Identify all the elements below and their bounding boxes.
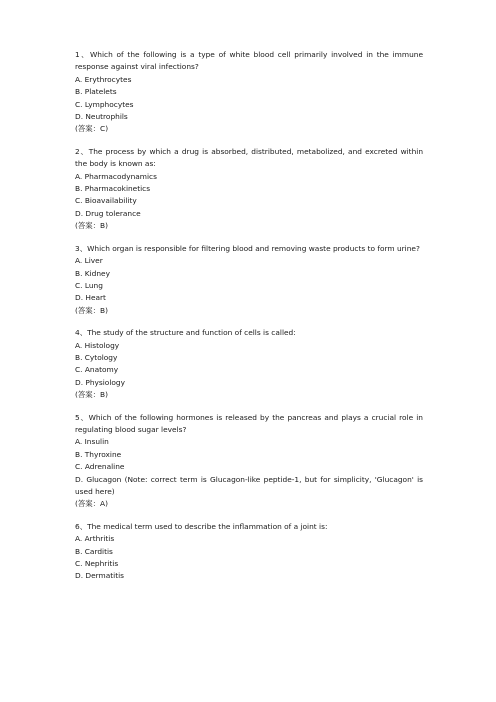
option-c: C. Nephritis (75, 559, 119, 569)
question-text: 4、The study of the structure and function of cells is called: (75, 328, 296, 338)
question-1 (75, 49, 423, 136)
option-c: C. Bioavailability (75, 196, 137, 206)
option-b: B. Carditis (75, 546, 113, 556)
option-c: C. Lung (75, 280, 103, 290)
option-c: C. Adrenaline (75, 462, 125, 472)
option-a: A. Insulin (75, 437, 109, 447)
option-b: B. Thyroxine (75, 449, 122, 459)
option-c: C. Anatomy (75, 365, 119, 375)
option-a: A. Histology (75, 340, 120, 350)
question-4 (75, 327, 423, 401)
option-b: B. Platelets (75, 87, 117, 97)
option-b: B. Cytology (75, 352, 118, 362)
answer-line: (答案：B) (75, 221, 109, 231)
option-c: C. Lymphocytes (75, 99, 134, 109)
question-6 (75, 521, 423, 583)
option-b: B. Kidney (75, 268, 110, 278)
question-text: 3、Which organ is responsible for filtering blood and removing waste products to form urine? (75, 243, 420, 253)
answer-line: (答案：C) (75, 124, 109, 134)
option-d: D. Drug tolerance (75, 208, 141, 218)
option-a: A. Arthritis (75, 534, 115, 544)
option-a: A. Liver (75, 256, 103, 266)
question-5 (75, 412, 423, 511)
answer-line: (答案：B) (75, 305, 109, 315)
option-d: D. Heart (75, 293, 106, 303)
option-a: A. Pharmacodynamics (75, 171, 157, 181)
question-2 (75, 146, 423, 233)
question-text: 6、The medical term used to describe the inflammation of a joint is: (75, 521, 328, 531)
question-text: 1、Which of the following is a type of white blood cell primarily involved in the immune response against viral infections? (75, 50, 423, 72)
answer-line: (答案：B) (75, 390, 109, 400)
option-d: D. Glucagon (Note: correct term is Glucagon-like peptide-1, but for simplicity, 'Glucagon' is used here) (75, 474, 423, 496)
option-d: D. Neutrophils (75, 112, 128, 122)
question-text: 5、Which of the following hormones is released by the pancreas and plays a crucial role in regulating blood sugar levels? (75, 412, 423, 434)
option-d: D. Physiology (75, 377, 125, 387)
option-a: A. Erythrocytes (75, 74, 132, 84)
question-3 (75, 243, 423, 317)
answer-line: (答案：A) (75, 499, 108, 509)
question-text: 2、The process by which a drug is absorbed, distributed, metabolized, and excreted within the body is known as: (75, 146, 423, 169)
option-d: D. Dermatitis (75, 571, 125, 581)
option-b: B. Pharmacokinetics (75, 184, 151, 194)
